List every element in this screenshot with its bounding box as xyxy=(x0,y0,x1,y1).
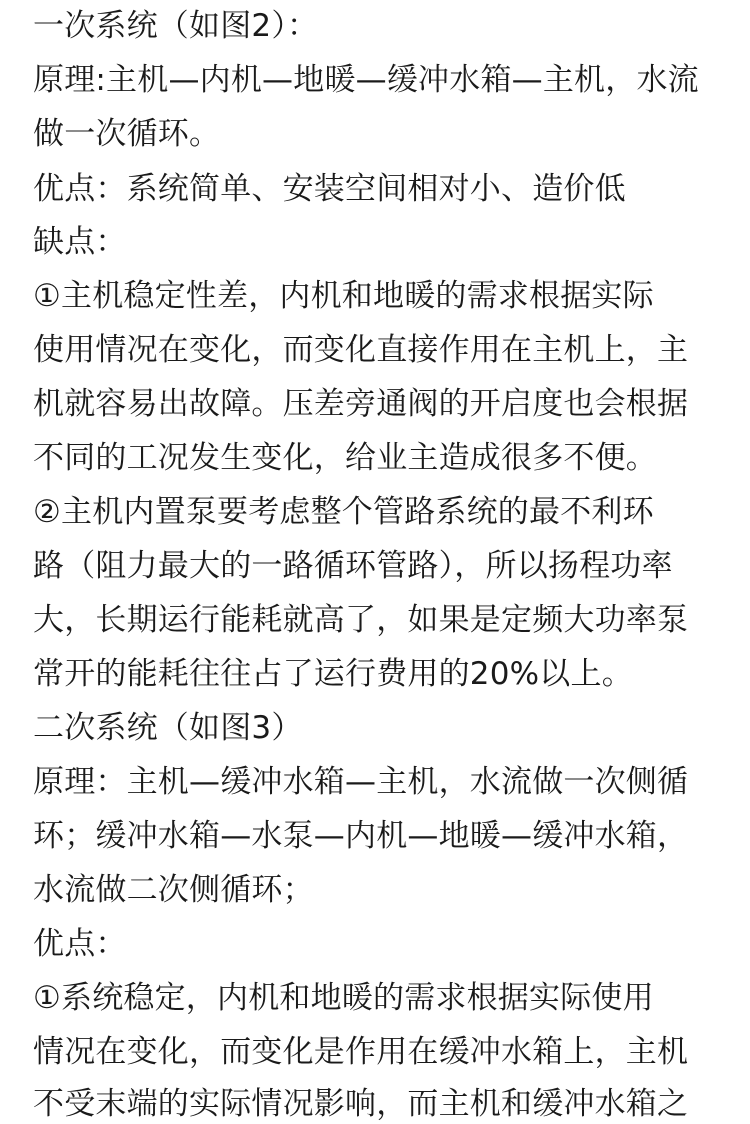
disadvantage-1-line-3: 机就容易出故障。压差旁通阀的开启度也会根据 xyxy=(33,386,689,422)
primary-principle-line-1: 原理:主机—内机—地暖—缓冲水箱—主机，水流 xyxy=(33,62,699,98)
disadvantage-1-line-2: 使用情况在变化，而变化直接作用在主机上，主 xyxy=(33,332,689,368)
disadvantage-1-line-4: 不同的工况发生变化，给业主造成很多不便。 xyxy=(33,440,657,476)
primary-principle-line-2: 做一次循环。 xyxy=(33,116,221,152)
disadvantage-2-line-3: 大，长期运行能耗就高了，如果是定频大功率泵 xyxy=(33,602,689,638)
secondary-principle-line-3: 水流做二次侧循环； xyxy=(33,872,314,908)
disadvantage-1-line-1: ①主机稳定性差，内机和地暖的需求根据实际 xyxy=(33,278,654,314)
primary-advantages: 优点：系统简单、安装空间相对小、造价低 xyxy=(33,171,626,207)
advantage-1-line-2: 情况在变化，而变化是作用在缓冲水箱上，主机 xyxy=(33,1034,689,1070)
advantage-1-line-3-partial: 不受末端的实际情况影响，而主机和缓冲水箱之 xyxy=(33,1086,689,1122)
disadvantage-2-line-4: 常开的能耗往往占了运行费用的20%以上。 xyxy=(33,656,633,692)
disadvantage-2-line-1: ②主机内置泵要考虑整个管路系统的最不利环 xyxy=(33,494,654,530)
disadvantage-2-line-2: 路（阻力最大的一路循环管路），所以扬程功率 xyxy=(33,548,673,584)
secondary-principle-line-1: 原理：主机—缓冲水箱—主机，水流做一次侧循 xyxy=(33,764,689,800)
primary-disadvantages-label: 缺点： xyxy=(33,224,127,260)
advantage-1-line-1: ①系统稳定，内机和地暖的需求根据实际使用 xyxy=(33,980,654,1016)
section-heading-secondary-system: 二次系统（如图3） xyxy=(33,710,303,746)
section-heading-primary-system: 一次系统（如图2）： xyxy=(33,8,319,44)
secondary-advantages-label: 优点： xyxy=(33,926,127,962)
secondary-principle-line-2: 环；缓冲水箱—水泵—内机—地暖—缓冲水箱， xyxy=(33,818,689,854)
